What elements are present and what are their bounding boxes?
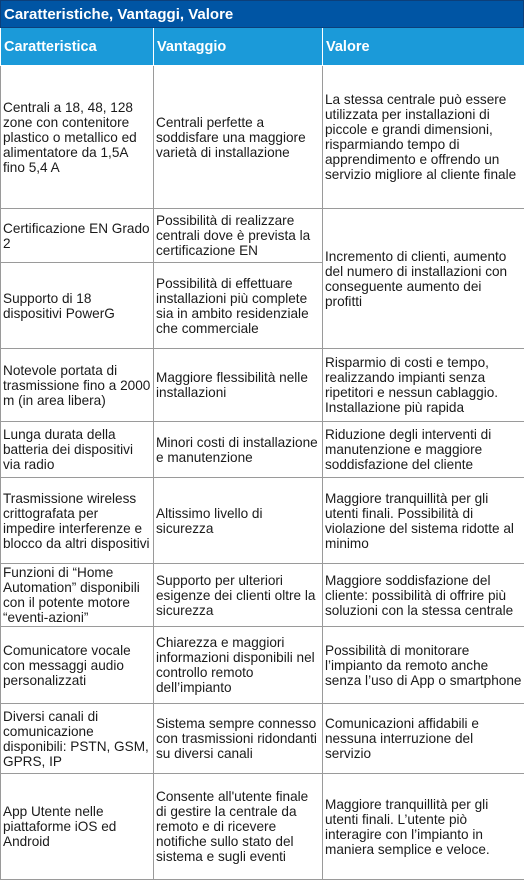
- advantage-cell: Supporto per ulteriori esigenze dei clienti oltre la sicurezza: [154, 564, 323, 627]
- feature-cell: Centrali a 18, 48, 128 zone con contenitore plastico o metallico ed alimentatore da 1,5A fino 5,4 A: [1, 66, 154, 209]
- table-row: [1, 627, 524, 704]
- table-row: [1, 774, 524, 880]
- table-row: [1, 349, 524, 422]
- advantage-cell: Minori costi di installazione e manutenzione: [154, 422, 323, 478]
- value-cell: Maggiore tranquillità per gli utenti finali. Possibilità di violazione del sistema ridotte al minimo: [323, 478, 524, 564]
- advantage-cell: Possibilità di effettuare installazioni più complete sia in ambito residenziale che commerciale: [154, 263, 323, 349]
- feature-cell: Funzioni di “Home Automation” disponibili con il potente motore “eventi-azioni”: [1, 564, 154, 627]
- value-cell: Incremento di clienti, aumento del numero di installazioni con conseguente aumento dei profitti: [323, 209, 524, 349]
- advantage-cell: Maggiore flessibilità nelle installazioni: [154, 349, 323, 422]
- value-cell: Possibilità di monitorare l’impianto da remoto anche senza l’uso di App o smartphone: [323, 627, 524, 704]
- value-cell: Maggiore tranquillità per gli utenti finali. L’utente piò interagire con l’impianto in maniera semplice e veloce.: [323, 774, 524, 880]
- advantage-cell: Sistema sempre connesso con trasmissioni ridondanti su diversi canali: [154, 704, 323, 774]
- value-cell: Riduzione degli interventi di manutenzione e maggiore soddisfazione del cliente: [323, 422, 524, 478]
- value-cell: Comunicazioni affidabili e nessuna interruzione del servizio: [323, 704, 524, 774]
- value-cell: Risparmio di costi e tempo, realizzando impianti senza ripetitori e nessun cablaggio. Installazione più rapida: [323, 349, 524, 422]
- table-row: [1, 422, 524, 478]
- header-feature: Caratteristica: [1, 28, 154, 66]
- header-advantage: Vantaggio: [154, 28, 323, 66]
- feature-cell: Diversi canali di comunicazione disponibili: PSTN, GSM, GPRS, IP: [1, 704, 154, 774]
- table-row: [1, 66, 524, 209]
- advantage-cell: Possibilità di realizzare centrali dove è prevista la certificazione EN: [154, 209, 323, 263]
- advantage-cell: Centrali perfette a soddisfare una maggiore varietà di installazione: [154, 66, 323, 209]
- table-row: [1, 704, 524, 774]
- feature-cell: Lunga durata della batteria dei dispositivi via radio: [1, 422, 154, 478]
- advantage-cell: Chiarezza e maggiori informazioni disponibili nel controllo remoto dell’impianto: [154, 627, 323, 704]
- advantage-cell: Consente all'utente finale di gestire la centrale da remoto e di ricevere notifiche sullo stato del sistema e sugli eventi: [154, 774, 323, 880]
- table-header-row: [1, 28, 524, 66]
- feature-cell: App Utente nelle piattaforme iOS ed Android: [1, 774, 154, 880]
- header-value: Valore: [323, 28, 524, 66]
- features-table: [0, 28, 524, 880]
- value-cell: Maggiore soddisfazione del cliente: possibilità di offrire più soluzioni con la stessa centrale: [323, 564, 524, 627]
- feature-cell: Certificazione EN Grado 2: [1, 209, 154, 263]
- advantage-cell: Altissimo livello di sicurezza: [154, 478, 323, 564]
- feature-cell: Comunicatore vocale con messaggi audio personalizzati: [1, 627, 154, 704]
- feature-cell: Trasmissione wireless crittografata per impedire interferenze e blocco da altri dispositivi: [1, 478, 154, 564]
- table-row: [1, 564, 524, 627]
- document-title: Caratteristiche, Vantaggi, Valore: [0, 0, 524, 28]
- feature-cell: Notevole portata di trasmissione fino a 2000 m (in area libera): [1, 349, 154, 422]
- value-cell: La stessa centrale può essere utilizzata per installazioni di piccole e grandi dimensioni, risparmiando tempo di apprendimento e offrendo un servizio migliore al cliente finale: [323, 66, 524, 209]
- feature-cell: Supporto di 18 dispositivi PowerG: [1, 263, 154, 349]
- table-row: [1, 209, 524, 263]
- table-row: [1, 478, 524, 564]
